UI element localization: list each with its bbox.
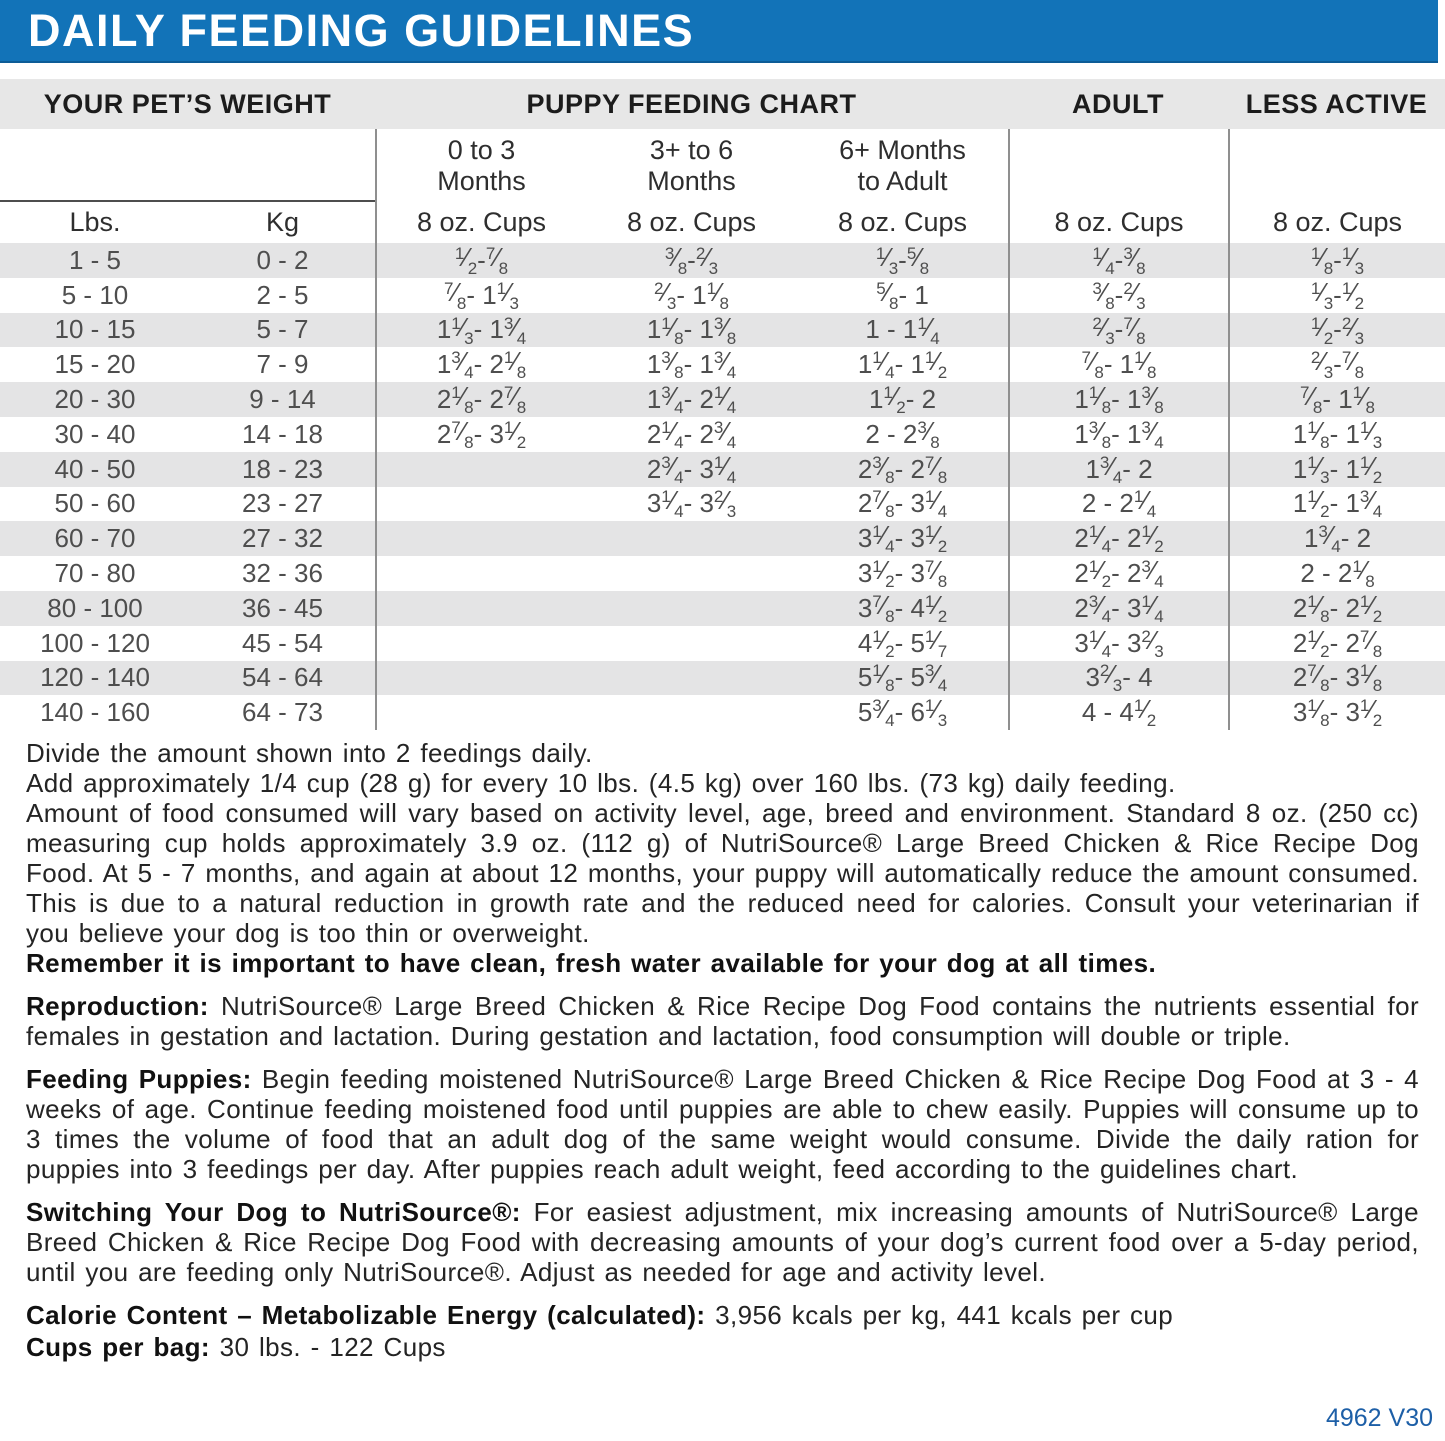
age-label-line: Months [437,165,526,196]
cell: 23 - 27 [242,488,323,519]
cell: 1 $^1⁄_3$ - 1 $^1⁄_2$ [1228,452,1445,487]
cell: 1 $^1⁄_8$ - 1 $^3⁄_8$ [1008,382,1228,417]
unit-header-cups: 8 oz. Cups [1228,202,1445,243]
cell: 5 - 10 [61,279,129,310]
age-header-row [0,129,1445,202]
age-label-line: to Adult [857,165,948,196]
cell: 5 - 7 [256,314,309,345]
age-col-0-3-months [375,129,586,202]
cell: 0 - 2 [256,244,309,275]
units-header-row [0,202,1445,243]
cell: 3 $^7⁄_8$ - 4 $^1⁄_2$ [857,589,948,626]
age-label-line: Months [647,165,736,196]
version-code: 4962 V30 [1325,1404,1433,1432]
cell: 7 - 9 [256,349,309,380]
cell: 3 $^2⁄_3$ - 4 [1008,661,1228,696]
cell: $^5⁄_8$ - 1 [876,276,929,313]
cell [375,521,586,556]
table-row [0,347,1445,382]
cell: $^1⁄_3$ - $^5⁄_8$ [875,241,930,278]
cell: 2 $^1⁄_2$ - 2 $^3⁄_4$ [1008,556,1228,591]
calorie-content-label: Calorie Content – Metabolizable Energy (calculated): [26,1300,706,1331]
cell: $^1⁄_2$ - $^7⁄_8$ [375,243,586,278]
section-feeding-puppies [26,1064,1419,1184]
table-row [0,626,1445,661]
cell: 4 $^1⁄_2$ - 5 $^1⁄_7$ [857,624,948,661]
table-row [0,452,1445,487]
cell [586,556,797,591]
cell: 70 - 80 [54,558,136,589]
cell [375,487,586,522]
cell: 3 $^1⁄_4$ - 3 $^1⁄_2$ [857,520,948,557]
column-header-pet-weight: YOUR PET’S WEIGHT [43,88,332,119]
cell: $^2⁄_3$ - $^7⁄_8$ [1228,347,1445,382]
cell [375,695,586,730]
table-row [0,313,1445,348]
section-text: For easiest adjustment, mix increasing amounts of NutriSource® Large Breed Chicken & Rice Recipe Dog Food with decreasing amounts of your dog’s current food over a 5-day period, until you are feeding only NutriSource®. Adjust as needed for age and activity level. [26,1197,1419,1288]
table-row [0,521,1445,556]
cell: 2 $^7⁄_8$ - 3 $^1⁄_2$ [375,417,586,452]
cell: 80 - 100 [47,592,143,623]
cell: 15 - 20 [54,349,136,380]
cell: 1 $^3⁄_8$ - 1 $^3⁄_4$ [646,346,737,383]
cell: 5 $^3⁄_4$ - 6 $^1⁄_3$ [857,694,948,731]
cell: 2 $^1⁄_4$ - 2 $^1⁄_2$ [1008,521,1228,556]
cell: 2 $^1⁄_2$ - 2 $^7⁄_8$ [1228,626,1445,661]
cell: 3 $^1⁄_4$ - 3 $^2⁄_3$ [646,485,737,522]
cell: 1 $^3⁄_8$ - 1 $^3⁄_4$ [1008,417,1228,452]
cell: $^7⁄_8$ - 1 $^1⁄_3$ [375,278,586,313]
cell: 1 $^3⁄_4$ - 2 [1008,452,1228,487]
weight-header-spacer [0,129,375,202]
cell: 1 - 1 $^1⁄_4$ [865,311,940,348]
cell: $^1⁄_8$ - $^1⁄_3$ [1228,243,1445,278]
cell: $^1⁄_4$ - $^3⁄_8$ [1008,243,1228,278]
cell: 140 - 160 [40,697,150,728]
cell [375,556,586,591]
cell: 36 - 45 [242,592,323,623]
age-label-line: 0 to 3 [447,134,516,165]
unit-header-cups: 8 oz. Cups [375,202,586,243]
unit-header-cups: 8 oz. Cups [1008,202,1228,243]
cell: 2 $^3⁄_4$ - 3 $^1⁄_4$ [646,450,737,487]
section-text: Begin feeding moistened NutriSource® Large Breed Chicken & Rice Recipe Dog Food at 3 - 4 weeks of age. Continue feeding moistened food until puppies are able to chew easily. Puppies will consume up to 3 times the volume of food that an adult dog of the same weight would consume. Divide the daily ration for puppies into 3 feedings per day. After puppies reach adult weight, feed according to the guidelines chart. [26,1064,1419,1185]
unit-header-cups: 8 oz. Cups [626,207,757,237]
cell: $^3⁄_8$ - $^2⁄_3$ [664,241,719,278]
cell [586,626,797,661]
cell: 2 $^1⁄_8$ - 2 $^1⁄_2$ [1228,591,1445,626]
cell: $^2⁄_3$ - 1 $^1⁄_8$ [654,276,729,313]
cell: 18 - 23 [242,453,323,484]
section-label: Switching Your Dog to NutriSource®: [26,1197,521,1228]
cell: $^2⁄_3$ - $^7⁄_8$ [1008,313,1228,348]
cell: 1 - 5 [68,244,122,275]
age-label-line: 6+ Months [839,134,966,165]
cell: 3 $^1⁄_2$ - 3 $^7⁄_8$ [857,555,948,592]
column-header-puppy-feeding-chart: PUPPY FEEDING CHART [526,88,857,119]
cell: 27 - 32 [242,523,323,554]
cell: 1 $^1⁄_3$ - 1 $^3⁄_4$ [375,313,586,348]
cell: 14 - 18 [242,418,323,449]
table-row [0,695,1445,730]
age-col-6plus-months [797,129,1008,202]
cell: 120 - 140 [40,662,150,693]
section-switching [26,1197,1419,1287]
cell: 60 - 70 [54,523,136,554]
cell: 32 - 36 [242,558,323,589]
table-row [0,278,1445,313]
calorie-content-line [26,1300,1419,1330]
page-title: DAILY FEEDING GUIDELINES [28,4,695,56]
cell [586,521,797,556]
section-label: Feeding Puppies: [26,1064,252,1095]
cell: 2 $^3⁄_8$ - 2 $^7⁄_8$ [857,450,948,487]
table-row [0,382,1445,417]
table-row [0,556,1445,591]
cell: 2 $^7⁄_8$ - 3 $^1⁄_8$ [1228,661,1445,696]
unit-header-cups: 8 oz. Cups [837,207,968,237]
unit-header-kg: Kg [265,207,300,237]
cell [375,661,586,696]
cell: $^1⁄_3$ - $^1⁄_2$ [1228,278,1445,313]
feeding-table-body [0,243,1445,730]
cell: 1 $^3⁄_4$ - 2 $^1⁄_4$ [646,381,737,418]
cell: 30 - 40 [54,418,136,449]
calorie-content-value: 3,956 kcals per kg, 441 kcals per cup [705,1300,1174,1331]
title-bar [0,0,1438,63]
note-divide-feedings: Divide the amount shown into 2 feedings daily. [26,738,593,769]
table-group-header-band [0,79,1445,129]
cell: 54 - 64 [242,662,323,693]
cell: 45 - 54 [242,627,323,658]
cell: 2 - 2 $^1⁄_4$ [1008,487,1228,522]
table-row [0,417,1445,452]
section-text: NutriSource® Large Breed Chicken & Rice Recipe Dog Food contains the nutrients essential for females in gestation and lactation. During gestation and lactation, food consumption will double or triple. [26,991,1419,1052]
unit-header-lbs: Lbs. [69,207,121,237]
cell [375,452,586,487]
note-fresh-water: Remember it is important to have clean, fresh water available for your dog at all times. [26,948,1157,979]
cell: 50 - 60 [54,488,136,519]
cell: 40 - 50 [54,453,136,484]
note-add-cup: Add approximately 1/4 cup (28 g) for every 10 lbs. (4.5 kg) over 160 lbs. (73 kg) daily feeding. [26,768,1176,799]
column-header-less-active: LESS ACTIVE [1245,88,1428,119]
cell: 64 - 73 [242,697,323,728]
cell [375,591,586,626]
cell: 2 $^1⁄_8$ - 2 $^7⁄_8$ [375,382,586,417]
age-label-line: 3+ to 6 [649,134,734,165]
daily-feeding-table [0,79,1445,730]
cell [586,695,797,730]
cell: 2 $^1⁄_4$ - 2 $^3⁄_4$ [646,415,737,452]
less-active-header-spacer [1228,129,1445,202]
cell: 3 $^1⁄_8$ - 3 $^1⁄_2$ [1228,695,1445,730]
table-row [0,591,1445,626]
section-reproduction [26,991,1419,1051]
cell: 2 $^7⁄_8$ - 3 $^1⁄_4$ [857,485,948,522]
note-amount-paragraph: Amount of food consumed will vary based on activity level, age, breed and environment. Standard 8 oz. (250 cc) measuring cup holds approximately 3.9 oz. (112 g) of NutriSource® Large Breed Chicken & Rice Recipe Dog Food. At 5 - 7 months, and again at about 12 months, your puppy will automatically reduce the amount consumed. This is due to a natural reduction in growth rate and the reduced need for calories. Consult your veterinarian if you believe your dog is too thin or overweight. [26,798,1419,949]
column-header-adult: ADULT [1072,88,1164,119]
cups-per-bag-value: 30 lbs. - 122 Cups [210,1332,446,1363]
cell: 2 $^3⁄_4$ - 3 $^1⁄_4$ [1008,591,1228,626]
cell: 100 - 120 [40,627,150,658]
table-row [0,487,1445,522]
cell: 2 - 5 [256,279,309,310]
cell: 1 $^3⁄_4$ - 2 [1228,521,1445,556]
cell: 1 $^1⁄_4$ - 1 $^1⁄_2$ [857,346,948,383]
guidelines-text [0,730,1445,1362]
cell: 2 - 2 $^1⁄_8$ [1228,556,1445,591]
cell: $^3⁄_8$ - $^2⁄_3$ [1008,278,1228,313]
cell: 1 $^1⁄_2$ - 2 [868,381,937,418]
cell [586,591,797,626]
cell: 10 - 15 [54,314,136,345]
cups-per-bag-label: Cups per bag: [26,1332,210,1363]
cell: $^1⁄_2$ - $^2⁄_3$ [1228,313,1445,348]
cell: 1 $^1⁄_8$ - 1 $^1⁄_3$ [1228,417,1445,452]
cell: 1 $^3⁄_4$ - 2 $^1⁄_8$ [375,347,586,382]
cell: 1 $^1⁄_2$ - 1 $^3⁄_4$ [1228,487,1445,522]
cell [375,626,586,661]
cell: 20 - 30 [54,384,136,415]
cell: $^7⁄_8$ - 1 $^1⁄_8$ [1228,382,1445,417]
section-label: Reproduction: [26,991,209,1022]
cell: 4 - 4 $^1⁄_2$ [1008,695,1228,730]
cups-per-bag-line [26,1332,1419,1362]
age-col-3-6-months [586,129,797,202]
cell: 3 $^1⁄_4$ - 3 $^2⁄_3$ [1008,626,1228,661]
cell: 9 - 14 [249,384,316,415]
cell: 2 - 2 $^3⁄_8$ [865,415,940,452]
table-row [0,661,1445,696]
adult-header-spacer [1008,129,1228,202]
cell: 1 $^1⁄_8$ - 1 $^3⁄_8$ [646,311,737,348]
table-row [0,243,1445,278]
cell: $^7⁄_8$ - 1 $^1⁄_8$ [1008,347,1228,382]
cell [586,661,797,696]
cell: 5 $^1⁄_8$ - 5 $^3⁄_4$ [857,659,948,696]
